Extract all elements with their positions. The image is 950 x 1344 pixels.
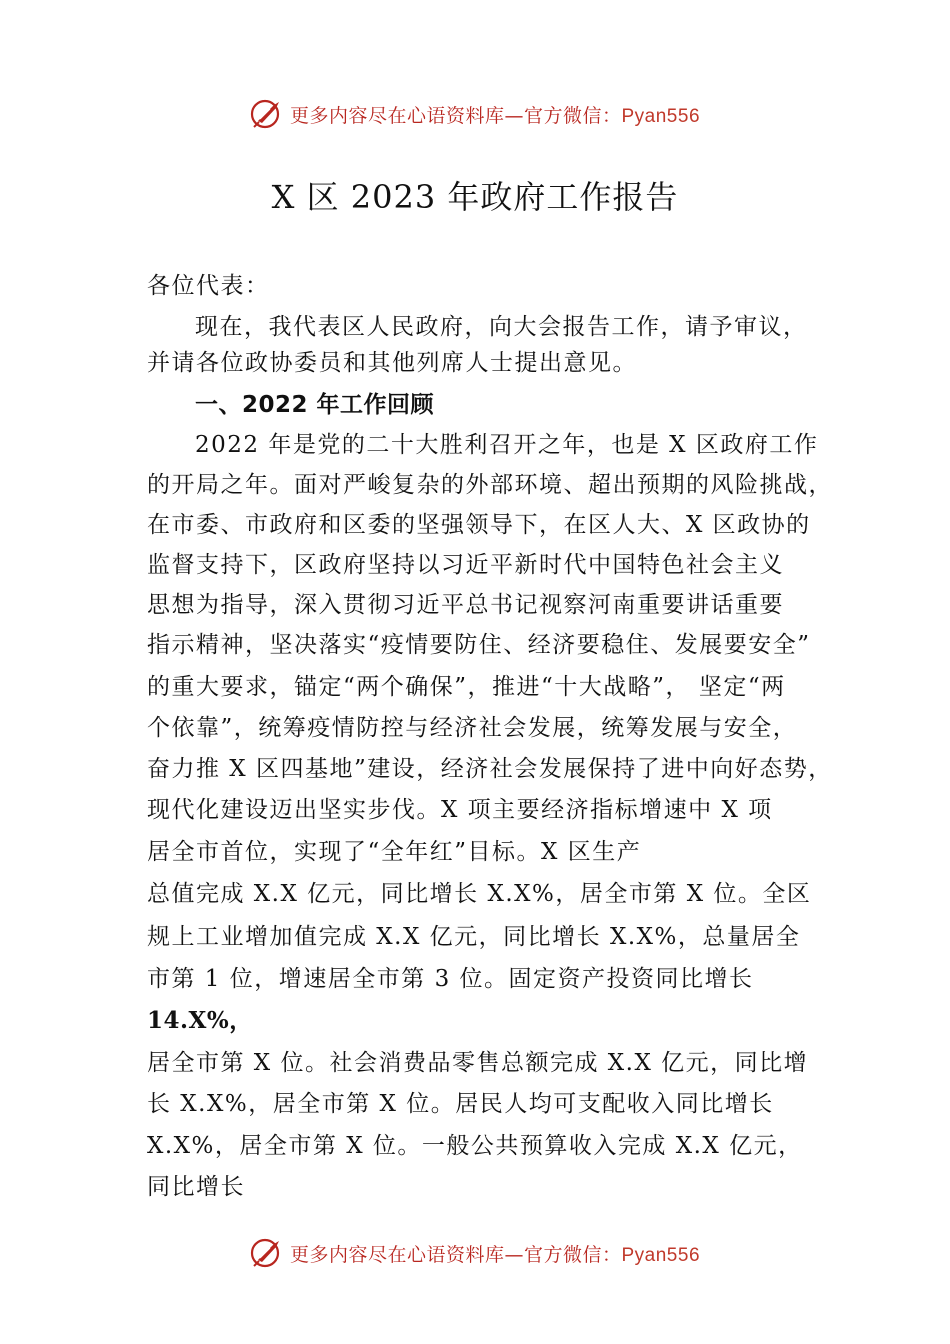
paragraph-line: 14.X%， (147, 1007, 253, 1034)
section-heading: 一、2022 年工作回顾 (195, 392, 435, 418)
paragraph-line: 思想为指导，深入贯彻习近平总书记视察河南重要讲话重要 (147, 592, 784, 618)
paragraph-line: 的开局之年。面对严峻复杂的外部环境、超出预期的风险挑战， (147, 472, 833, 498)
paragraph-line: 的重大要求，锚定“两个确保”，推进“十大战略”， 坚定“两 (147, 674, 786, 700)
watermark-text: 更多内容尽在心语资料库—官方微信：Pyan556 (289, 1243, 701, 1266)
paragraph-line: 奋力推 X 区四基地”建设，经济社会发展保持了进中向好态势， (147, 756, 833, 782)
paragraph-line: 市第 1 位，增速居全市第 3 位。固定资产投资同比增长 (147, 966, 754, 992)
paragraph-line: X.X%，居全市第 X 位。一般公共预算收入完成 X.X 亿元， (147, 1133, 803, 1159)
document-title: X 区 2023 年政府工作报告 (271, 178, 679, 216)
paragraph-line: 现在，我代表区人民政府，向大会报告工作，请予审议， (195, 314, 808, 340)
paragraph-line: 总值完成 X.X 亿元，同比增长 X.X%，居全市第 X 位。全区 (147, 881, 812, 907)
paragraph-line: 并请各位政协委员和其他列席人士提出意见。 (147, 350, 637, 376)
paragraph-line: 现代化建设迈出坚实步伐。X 项主要经济指标增速中 X 项 (147, 797, 773, 823)
paragraph-line: 监督支持下，区政府坚持以习近平新时代中国特色社会主义 (147, 552, 784, 578)
paragraph-line: 指示精神，坚决落实“疫情要防住、经济要稳住、发展要安全” (147, 632, 811, 658)
paragraph-line: 2022 年是党的二十大胜利召开之年，也是 X 区政府工作 (195, 432, 819, 458)
paragraph-line: 规上工业增加值完成 X.X 亿元，同比增长 X.X%，总量居全 (147, 924, 801, 950)
salutation: 各位代表： (147, 273, 270, 299)
paragraph-line: 个依靠”，统筹疫情防控与经济社会发展，统筹发展与安全， (147, 715, 798, 741)
quill-logo-icon (250, 1236, 284, 1270)
paragraph-line: 同比增长 (147, 1174, 245, 1200)
watermark-banner-bottom (0, 1233, 950, 1273)
quill-logo-icon (250, 97, 284, 131)
watermark-banner-top (0, 94, 950, 134)
paragraph-line: 居全市首位，实现了“全年红”目标。X 区生产 (147, 839, 642, 865)
paragraph-line: 在市委、市政府和区委的坚强领导下，在区人大、X 区政协的 (147, 512, 811, 538)
paragraph-line: 长 X.X%，居全市第 X 位。居民人均可支配收入同比增长 (147, 1091, 774, 1117)
watermark-text: 更多内容尽在心语资料库—官方微信：Pyan556 (289, 104, 701, 127)
paragraph-line: 居全市第 X 位。社会消费品零售总额完成 X.X 亿元，同比增 (147, 1050, 809, 1076)
